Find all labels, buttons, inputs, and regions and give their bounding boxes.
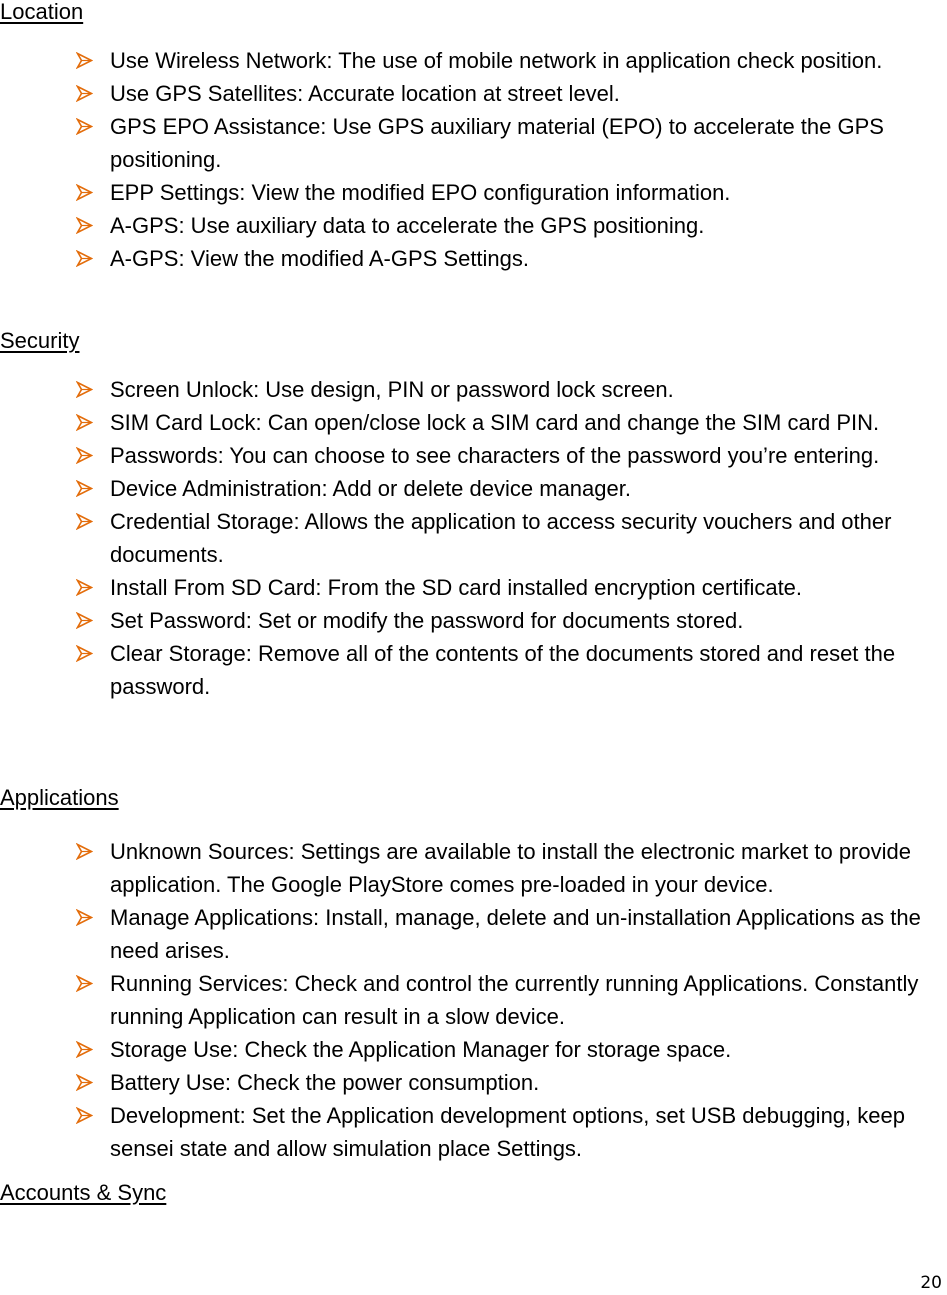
section-heading-accounts-sync: Accounts & Sync <box>0 1180 167 1205</box>
arrow-bullet-icon <box>76 77 94 110</box>
list-item: Running Services: Check and control the currently running Applications. Constantly running Application can result in a slow device. <box>0 967 947 1033</box>
list-item: A-GPS: View the modified A-GPS Settings. <box>0 242 947 275</box>
arrow-bullet-icon <box>76 1066 94 1099</box>
arrow-bullet-icon <box>76 967 94 1000</box>
arrow-bullet-icon <box>76 604 94 637</box>
arrow-bullet-icon <box>76 439 94 472</box>
list-item: Unknown Sources: Settings are available to install the electronic market to provide application. The Google PlayStore comes pre-loaded in your device. <box>0 835 947 901</box>
arrow-bullet-icon <box>76 571 94 604</box>
location-list <box>0 44 947 275</box>
list-item: Development: Set the Application development options, set USB debugging, keep sensei state and allow simulation place Settings. <box>0 1099 947 1165</box>
arrow-bullet-icon <box>76 901 94 934</box>
list-item: Manage Applications: Install, manage, delete and un-installation Applications as the need arises. <box>0 901 947 967</box>
arrow-bullet-icon <box>76 176 94 209</box>
list-item: Use GPS Satellites: Accurate location at street level. <box>0 77 947 110</box>
list-item: Set Password: Set or modify the password for documents stored. <box>0 604 947 637</box>
arrow-bullet-icon <box>76 835 94 868</box>
section-heading-location: Location <box>0 0 84 24</box>
list-item: A-GPS: Use auxiliary data to accelerate the GPS positioning. <box>0 209 947 242</box>
arrow-bullet-icon <box>76 406 94 439</box>
arrow-bullet-icon <box>76 44 94 77</box>
arrow-bullet-icon <box>76 1099 94 1132</box>
list-item: Screen Unlock: Use design, PIN or password lock screen. <box>0 373 947 406</box>
security-list <box>0 373 947 703</box>
arrow-bullet-icon <box>76 373 94 406</box>
list-item: Credential Storage: Allows the application to access security vouchers and other documents. <box>0 505 947 571</box>
list-item: EPP Settings: View the modified EPO configuration information. <box>0 176 947 209</box>
arrow-bullet-icon <box>76 242 94 275</box>
arrow-bullet-icon <box>76 472 94 505</box>
list-item: Storage Use: Check the Application Manager for storage space. <box>0 1033 947 1066</box>
list-item: SIM Card Lock: Can open/close lock a SIM card and change the SIM card PIN. <box>0 406 947 439</box>
arrow-bullet-icon <box>76 110 94 143</box>
list-item: Install From SD Card: From the SD card installed encryption certificate. <box>0 571 947 604</box>
list-item: GPS EPO Assistance: Use GPS auxiliary material (EPO) to accelerate the GPS positioning. <box>0 110 947 176</box>
list-item: Passwords: You can choose to see characters of the password you’re entering. <box>0 439 947 472</box>
list-item: Battery Use: Check the power consumption. <box>0 1066 947 1099</box>
list-item: Clear Storage: Remove all of the contents of the documents stored and reset the password. <box>0 637 947 703</box>
list-item: Device Administration: Add or delete device manager. <box>0 472 947 505</box>
list-item: Use Wireless Network: The use of mobile network in application check position. <box>0 44 947 77</box>
arrow-bullet-icon <box>76 209 94 242</box>
arrow-bullet-icon <box>76 505 94 538</box>
arrow-bullet-icon <box>76 1033 94 1066</box>
page-number: 20 <box>920 1273 942 1293</box>
applications-list <box>0 835 947 1165</box>
arrow-bullet-icon <box>76 637 94 670</box>
section-heading-applications: Applications <box>0 785 119 810</box>
section-heading-security: Security <box>0 328 80 353</box>
